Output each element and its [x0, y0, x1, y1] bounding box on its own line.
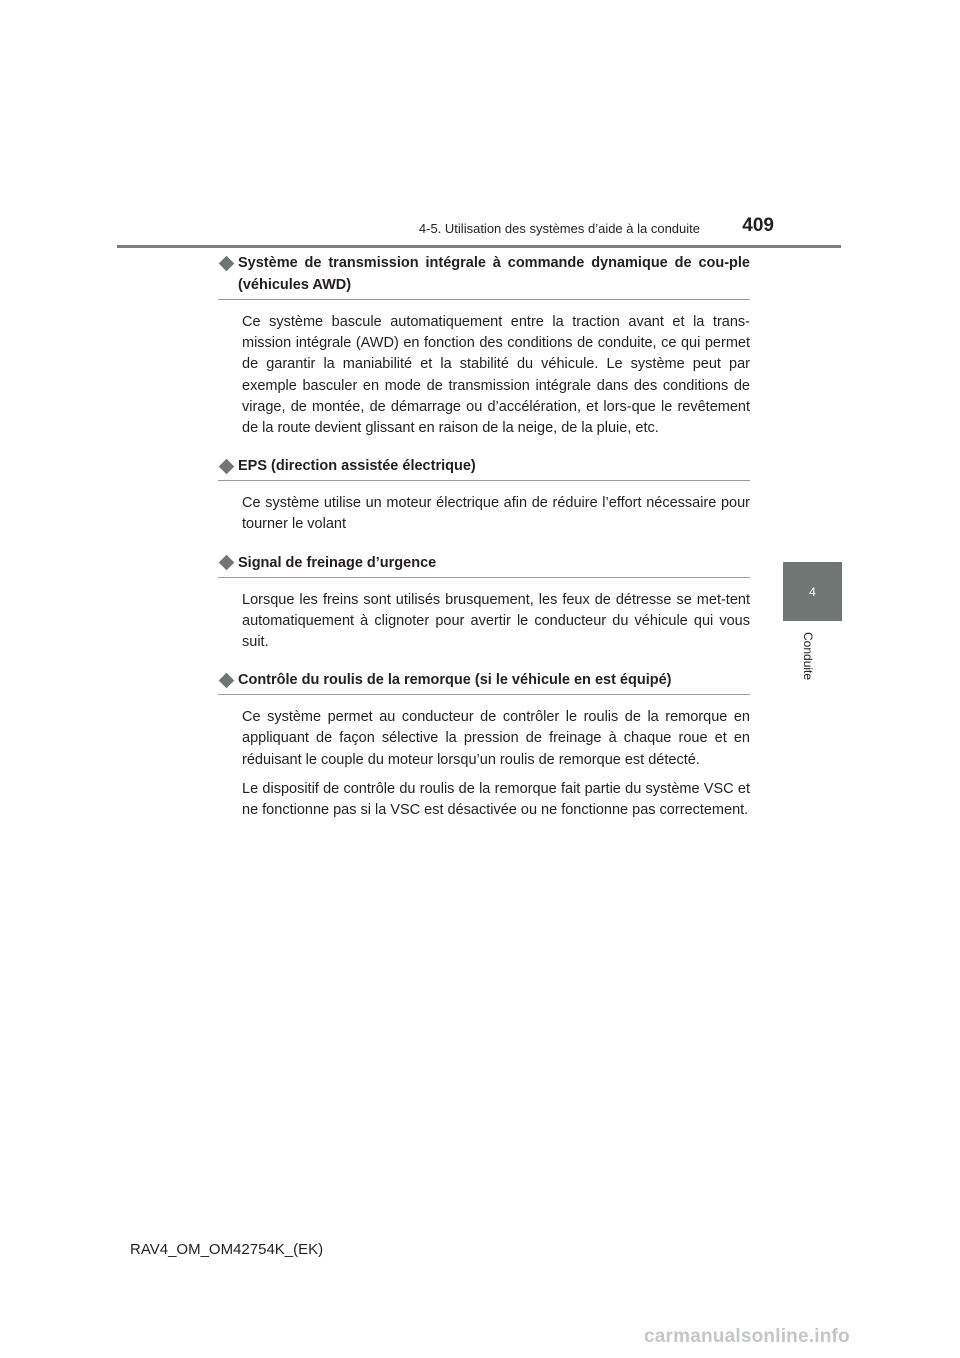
diamond-bullet-icon [218, 552, 238, 574]
section-paragraph: Le dispositif de contrôle du roulis de la remorque fait partie du système VSC et ne fonctionne pas si la VSC est désactivée ou ne fonctionne pas correctement. [242, 780, 750, 819]
document-code: RAV4_OM_OM42754K_(EK) [130, 1241, 324, 1258]
diamond-bullet-icon [218, 252, 238, 274]
section-title: Signal de freinage d’urgence [238, 554, 437, 571]
section-title: Système de transmission intégrale à commande dynamique de cou-ple (véhicules AWD) [238, 255, 750, 293]
section-paragraph: Ce système utilise un moteur électrique afin de réduire l’effort nécessaire pour tourner le volant [242, 495, 750, 533]
section-title: Contrôle du roulis de la remorque (si le véhicule en est équipé) [238, 672, 672, 689]
section-paragraph: Ce système bascule automatiquement entre la traction avant et la trans-mission intégrale (AWD) en fonction des conditions de conduite, ce qui permet de garantir la maniabilité et la stabilité du véhicule. Le système peut par exemple basculer en mode de transmission intégrale dans des conditions de virage, de montée, de démarrage ou d’accélération, et lors-que le revêtement de la route devient glissant en raison de la neige, de la pluie, etc. [242, 314, 750, 437]
section-awd [218, 252, 750, 439]
section-paragraph: Ce système permet au conducteur de contrôler le roulis de la remorque en appliquant de façon sélective la pression de freinage à chaque roue et en réduisant le couple du moteur lorsqu’un roulis de remorque est détecté. [242, 709, 750, 768]
header-divider [117, 245, 841, 248]
section-eps [218, 455, 750, 535]
page-number: 409 [742, 215, 774, 236]
section-heading [218, 455, 750, 481]
header-section-title: 4-5. Utilisation des systèmes d’aide à la conduite [418, 221, 700, 236]
chapter-tab [783, 562, 842, 621]
section-title: EPS (direction assistée électrique) [238, 458, 476, 475]
watermark: carmanualsonline.info [644, 1326, 850, 1347]
diamond-bullet-icon [218, 669, 238, 691]
diamond-bullet-icon [218, 455, 238, 477]
section-trailer-sway-control [218, 669, 750, 821]
section-heading [218, 552, 750, 578]
section-paragraph: Lorsque les freins sont utilisés brusquement, les feux de détresse se met-tent automatiquement à clignoter pour avertir le conducteur du véhicule qui vous suit. [242, 591, 750, 651]
section-heading [218, 669, 750, 695]
page-content [218, 252, 750, 821]
section-emergency-brake-signal [218, 552, 750, 654]
chapter-number: 4 [809, 584, 816, 599]
section-heading [218, 252, 750, 300]
chapter-label: Conduite [801, 632, 815, 681]
